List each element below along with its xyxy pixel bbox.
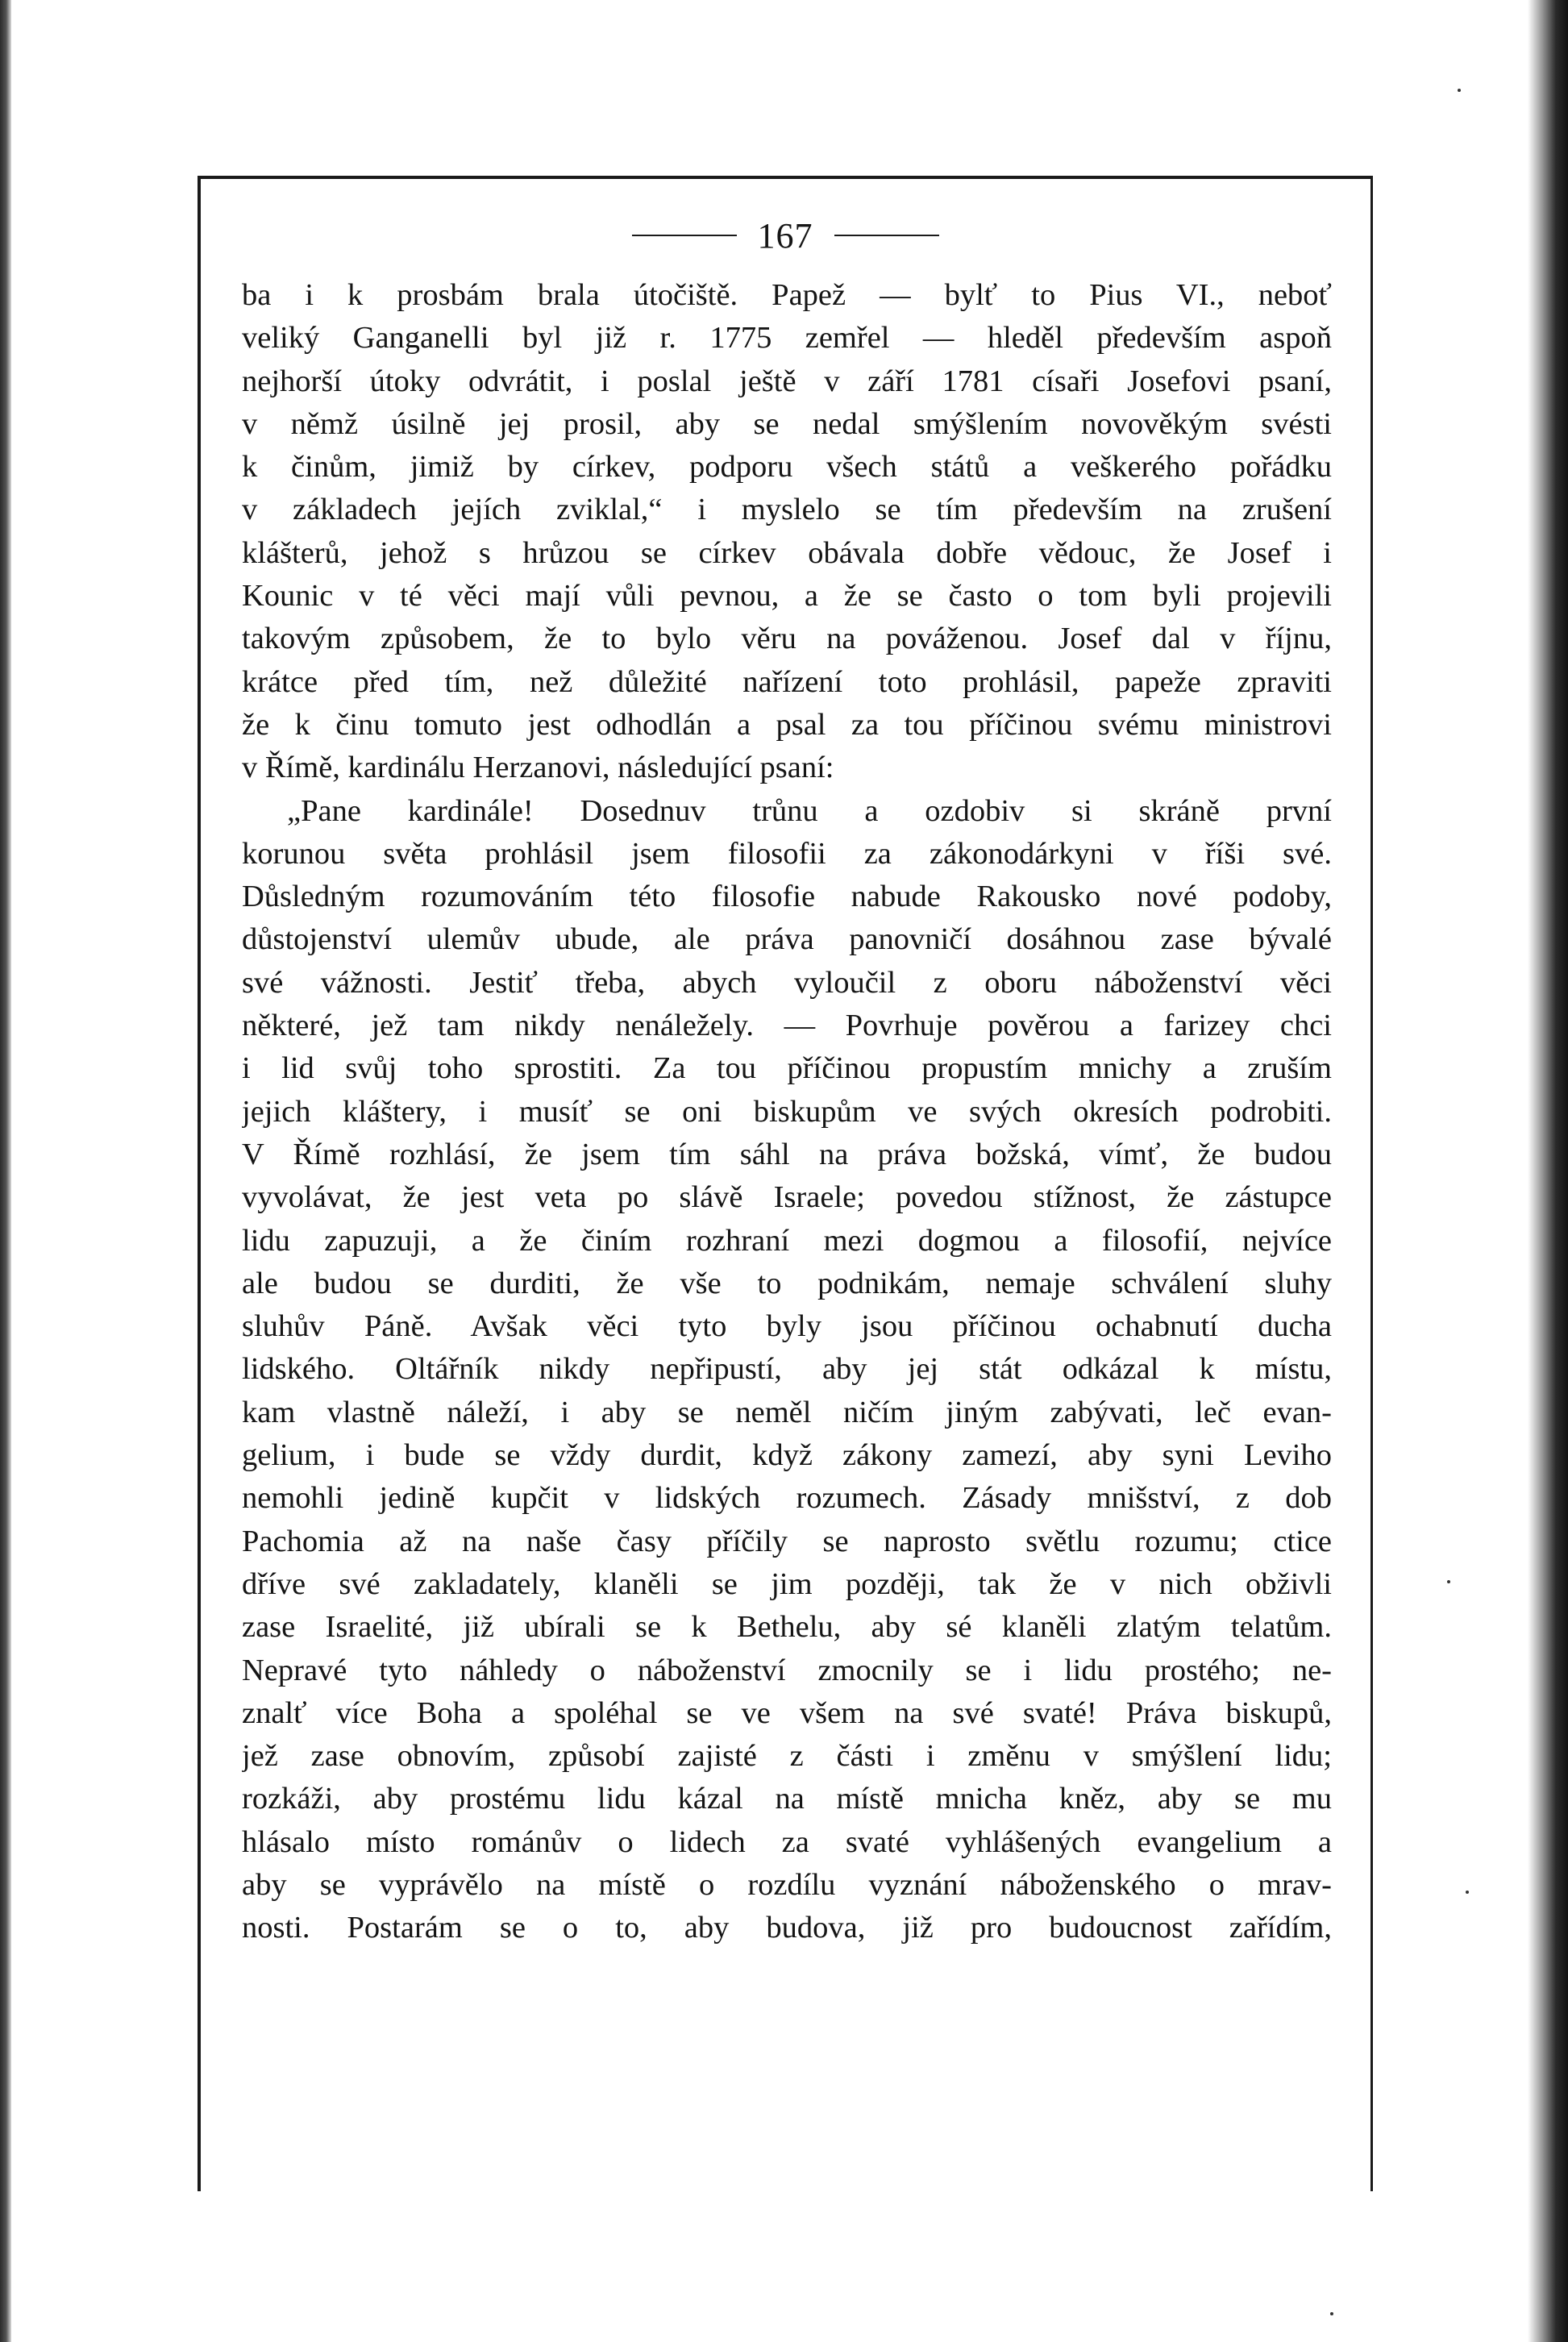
- text-line: korunou světa prohlásil jsem filosofii za zákonodárkyni v říši své.: [242, 836, 1332, 871]
- text-line: Kounic v té věci mají vůli pevnou, a že se často o tom byli projevili: [242, 579, 1332, 614]
- text-line: sluhův Páně. Avšak věci tyto byly jsou příčinou ochabnutí ducha: [242, 1309, 1332, 1344]
- text-line: takovým způsobem, že to bylo věru na pováženou. Josef dal v říjnu,: [242, 622, 1332, 656]
- text-line: v Římě, kardinálu Herzanovi, následující psaní:: [242, 751, 834, 785]
- page-header: [198, 211, 1373, 260]
- text-line: nejhorší útoky odvrátit, i poslal ještě v září 1781 císaři Josefovi psaní,: [242, 364, 1332, 398]
- scan-right-edge: [1528, 0, 1568, 2342]
- scan-speck: [1447, 1580, 1450, 1583]
- scan-speck: [1330, 2312, 1333, 2315]
- text-line: ba i k prosbám brala útočiště. Papež — bylť to Pius VI., neboť: [242, 278, 1332, 312]
- header-rule-right: [834, 235, 939, 236]
- text-line: kam vlastně náleží, i aby se neměl ničím jiným zabývati, leč evan-: [242, 1395, 1332, 1429]
- header-rule-left: [632, 235, 737, 236]
- text-line: některé, jež tam nikdy nenáležely. — Povrhuje pověrou a farizey chci: [242, 1009, 1332, 1043]
- text-line: gelium, i bude se vždy durdit, když zákony zamezí, aby syni Leviho: [242, 1438, 1332, 1473]
- page-number: 167: [757, 215, 813, 256]
- text-line: Důsledným rozumováním této filosofie nabude Rakousko nové podoby,: [242, 880, 1332, 914]
- text-line: k činům, jimiž by církev, podporu všech států a veškerého pořádku: [242, 450, 1332, 485]
- text-line: klášterů, jehož s hrůzou se církev obávala dobře vědouc, že Josef i: [242, 535, 1332, 570]
- text-line: Pachomia až na naše časy příčily se naprosto světlu rozumu; ctice: [242, 1524, 1332, 1558]
- text-line: své vážnosti. Jestiť třeba, abych vyloučil z oboru náboženství věci: [242, 965, 1332, 1000]
- text-line: v němž úsilně jej prosil, aby se nedal smýšlením novověkým svésti: [242, 406, 1332, 441]
- text-line: lidského. Oltářník nikdy nepřipustí, aby jej stát odkázal k místu,: [242, 1352, 1332, 1387]
- scan-speck: [1466, 1891, 1469, 1894]
- text-line: aby se vyprávělo na místě o rozdílu vyznání náboženského o mrav-: [242, 1867, 1332, 1902]
- text-line: znalť více Boha a spoléhal se ve všem na své svaté! Práva biskupů,: [242, 1695, 1332, 1730]
- scan-left-edge: [0, 0, 11, 2342]
- text-line: že k činu tomuto jest odhodlán a psal za tou příčinou svému ministrovi: [242, 707, 1332, 742]
- text-line: v základech jejích zviklal,“ i myslelo se tím především na zrušení: [242, 493, 1332, 527]
- text-line: krátce před tím, než důležité nařízení toto prohlásil, papeže zpraviti: [242, 664, 1332, 699]
- text-line: veliký Ganganelli byl již r. 1775 zemřel — hleděl především aspoň: [242, 321, 1332, 356]
- text-line: dříve své zakladately, klaněli se jim později, tak že v nich obživli: [242, 1566, 1332, 1601]
- text-line-indented: „Pane kardinále! Dosednuv trůnu a ozdobiv si skráně první: [287, 793, 1332, 828]
- text-line: V Římě rozhlásí, že jsem tím sáhl na práva božská, vímť, že budou: [242, 1137, 1332, 1171]
- text-line: vyvolávat, že jest veta po slávě Israele; povedou stížnost, že zástupce: [242, 1180, 1332, 1215]
- text-line: důstojenství ulemův ubude, ale práva panovničí dosáhnou zase bývalé: [242, 922, 1332, 957]
- body-text: [242, 274, 1332, 2177]
- text-line: i lid svůj toho sprostiti. Za tou příčinou propustím mnichy a zruším: [242, 1051, 1332, 1086]
- text-line: ale budou se durditi, že vše to podnikám, nemaje schválení sluhy: [242, 1266, 1332, 1300]
- text-line: zase Israelité, již ubírali se k Bethelu, aby sé klaněli zlatým telatům.: [242, 1610, 1332, 1645]
- text-line: Nepravé tyto náhledy o náboženství zmocnily se i lidu prostého; ne-: [242, 1653, 1332, 1687]
- text-line: nosti. Postarám se o to, aby budova, již pro budoucnost zařídím,: [242, 1911, 1332, 1945]
- text-line: jež zase obnovím, způsobí zajisté z části i změnu v smýšlení lidu;: [242, 1739, 1332, 1774]
- scan-speck: [1458, 89, 1461, 92]
- text-line: hlásalo místo románův o lidech za svaté vyhlášených evangelium a: [242, 1824, 1332, 1859]
- text-line: lidu zapuzuji, a že činím rozhraní mezi dogmou a filosofií, nejvíce: [242, 1223, 1332, 1258]
- text-line: rozkáži, aby prostému lidu kázal na místě mnicha kněz, aby se mu: [242, 1782, 1332, 1816]
- text-line: jejich kláštery, i musíť se oni biskupům ve svých okresích podrobiti.: [242, 1094, 1332, 1129]
- text-line: nemohli jedině kupčit v lidských rozumech. Zásady mnišství, z dob: [242, 1481, 1332, 1516]
